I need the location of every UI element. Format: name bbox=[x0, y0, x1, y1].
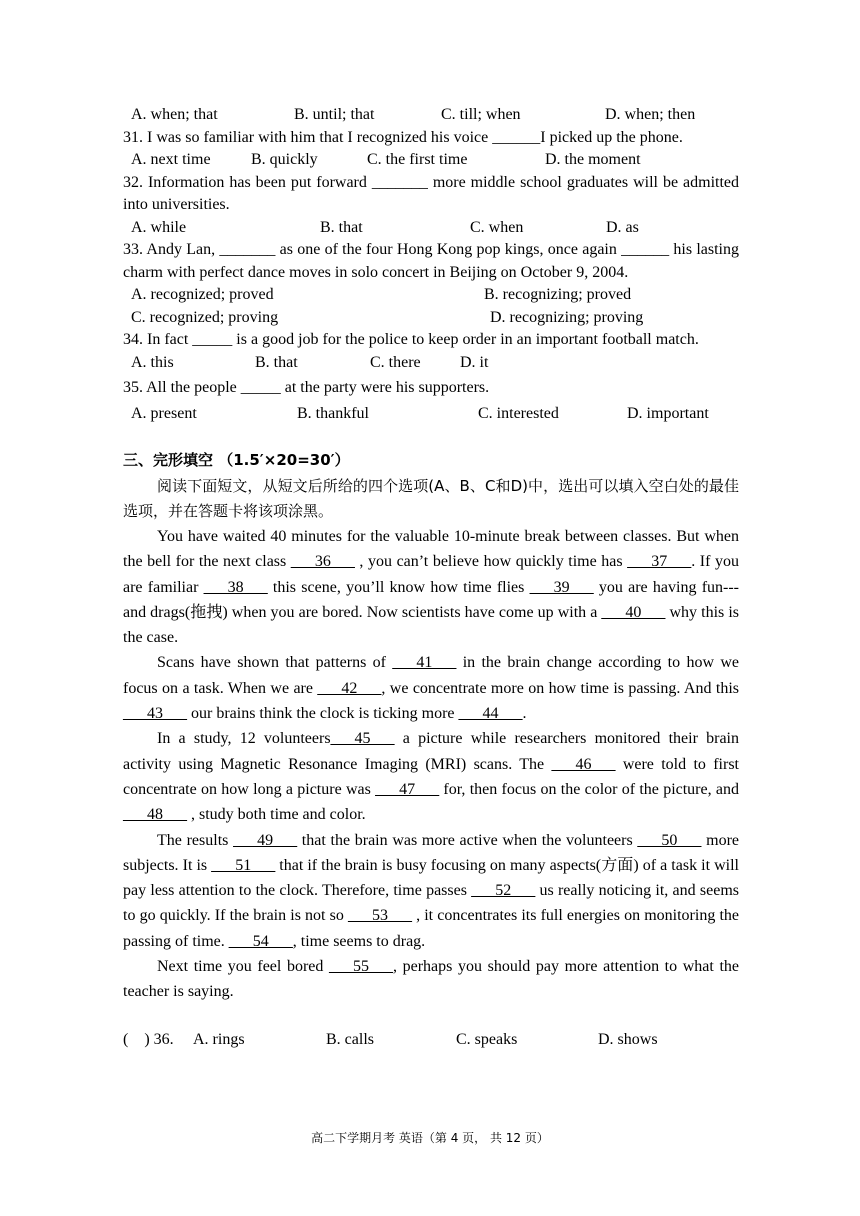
blank-54: ___54___ bbox=[228, 932, 293, 950]
blank-55: ___55___ bbox=[329, 958, 394, 976]
q34-options bbox=[123, 352, 739, 375]
passage-paragraph-2: Scans have shown that patterns of ___41___ in the brain change according to how we focus on a task. When we are ___42___, we concentrate more on how time is passing. And this ___43___ our brains think the clock is ticking more ___44___. bbox=[123, 654, 739, 723]
blank-51: ___51___ bbox=[211, 856, 276, 874]
blank-40: ___40___ bbox=[601, 603, 666, 621]
blank-46: ___46___ bbox=[551, 755, 616, 773]
blank-48: ___48___ bbox=[123, 806, 187, 824]
passage-paragraph-4: The results ___49___ that the brain was more active when the volunteers ___50___ more subjects. It is ___51___ that if the brain is busy focusing on many aspects(方面) of a task it will pay less attention to the clock. Therefore, time passes ___52___ us really noticing it, and seems to go quickly. If the brain is not so ___53___ , it concentrates its full energies on monitoring the passing of time. ___54___, time seems to drag. bbox=[123, 831, 740, 950]
option: B. that bbox=[320, 218, 363, 236]
blank-38: ___38___ bbox=[203, 578, 268, 596]
section-instruction: 阅读下面短文，从短文后所给的四个选项(A、B、C和D)中，选出可以填入空白处的最佳选项，并在答题卡将该项涂黑。 bbox=[123, 477, 739, 520]
q31-options bbox=[123, 149, 739, 172]
option: C. speaks bbox=[456, 1030, 518, 1048]
page-footer: 高二下学期月考 英语（第 4 页， 共 12 页） bbox=[311, 1131, 549, 1145]
blank-52: ___52___ bbox=[471, 882, 536, 900]
blank-41: ___41___ bbox=[392, 654, 457, 672]
q33-options-row2 bbox=[123, 307, 739, 330]
option: B. calls bbox=[326, 1030, 374, 1048]
option: C. the first time bbox=[367, 151, 468, 168]
option: D. important bbox=[627, 404, 709, 422]
option: B. that bbox=[255, 353, 298, 371]
question-36 bbox=[123, 1029, 739, 1051]
blank-53: ___53___ bbox=[347, 907, 412, 925]
option: D. shows bbox=[598, 1030, 658, 1048]
option: C. when bbox=[470, 218, 524, 236]
option: C. interested bbox=[478, 404, 559, 422]
option: A. recognized; proved bbox=[131, 286, 274, 303]
option: C. recognized; proving bbox=[131, 308, 279, 326]
option: A. when; that bbox=[131, 106, 218, 123]
blank-49: ___49___ bbox=[233, 831, 298, 849]
section-title: 三、完形填空 （1.5′×20=30′） bbox=[123, 451, 350, 469]
option: D. when; then bbox=[605, 106, 696, 123]
blank-45: ___45___ bbox=[330, 730, 395, 748]
passage-paragraph-1: You have waited 40 minutes for the valuable 10-minute break between classes. But when the bell for the next class ___36___ , you can’t believe how quickly time has ___37___. If you are familiar ___38___ this scene, you’ll know how time flies ___39___ you are having fun---and drags(拖拽) when you are bored. Now scientists have come up with a ___40___ why this is the case. bbox=[123, 528, 740, 647]
question-35: 35. All the people _____ at the party were his supporters. bbox=[123, 379, 490, 396]
option: A. next time bbox=[131, 151, 211, 168]
option: B. quickly bbox=[251, 151, 318, 168]
option: B. until; that bbox=[294, 106, 375, 123]
blank-42: ___42___ bbox=[317, 679, 382, 697]
blank-44: ___44___ bbox=[458, 705, 523, 723]
blank-36: ___36___ bbox=[290, 553, 355, 571]
option: A. this bbox=[131, 353, 174, 371]
question-34: 34. In fact _____ is a good job for the police to keep order in an important football match. bbox=[123, 331, 699, 348]
option: D. it bbox=[460, 353, 489, 371]
q35-options bbox=[123, 403, 739, 426]
blank-39: ___39___ bbox=[529, 578, 594, 596]
question-31: 31. I was so familiar with him that I recognized his voice ______I picked up the phone. bbox=[123, 128, 683, 146]
question-33: 33. Andy Lan, _______ as one of the four Hong Kong pop kings, once again ______ his lasting charm with perfect dance moves in solo concert in Beijing on October 9, 2004. bbox=[123, 241, 739, 281]
option: C. till; when bbox=[441, 106, 521, 123]
option: A. present bbox=[131, 404, 197, 422]
answer-bracket[interactable]: ( ) 36. bbox=[123, 1030, 174, 1048]
option: C. there bbox=[370, 353, 421, 371]
blank-50: ___50___ bbox=[637, 831, 702, 849]
option: B. recognizing; proved bbox=[484, 286, 632, 303]
blank-37: ___37___ bbox=[627, 553, 692, 571]
exam-page bbox=[123, 104, 739, 1051]
option: D. the moment bbox=[545, 151, 641, 168]
blank-47: ___47___ bbox=[375, 780, 440, 798]
option: A. rings bbox=[193, 1030, 245, 1048]
q32-options bbox=[123, 217, 739, 240]
passage-paragraph-3: In a study, 12 volunteers___45___ a picture while researchers monitored their brain activity using Magnetic Resonance Imaging (MRI) scans. The ___46___ were told to first concentrate on how long a picture was ___47___ for, then focus on the color of the picture, and ___48___ , study both time and color. bbox=[123, 730, 740, 824]
passage-paragraph-5: Next time you feel bored ___55___, perhaps you should pay more attention to what the teacher is saying. bbox=[123, 958, 740, 1001]
option: D. recognizing; proving bbox=[490, 308, 644, 326]
q30-options bbox=[123, 104, 739, 127]
option: B. thankful bbox=[297, 404, 369, 422]
q33-options-row1 bbox=[123, 284, 739, 307]
question-32: 32. Information has been put forward _______ more middle school graduates will be admitted into universities. bbox=[123, 173, 739, 213]
option: D. as bbox=[606, 218, 639, 236]
option: A. while bbox=[131, 218, 187, 236]
blank-43: ___43___ bbox=[123, 705, 187, 723]
